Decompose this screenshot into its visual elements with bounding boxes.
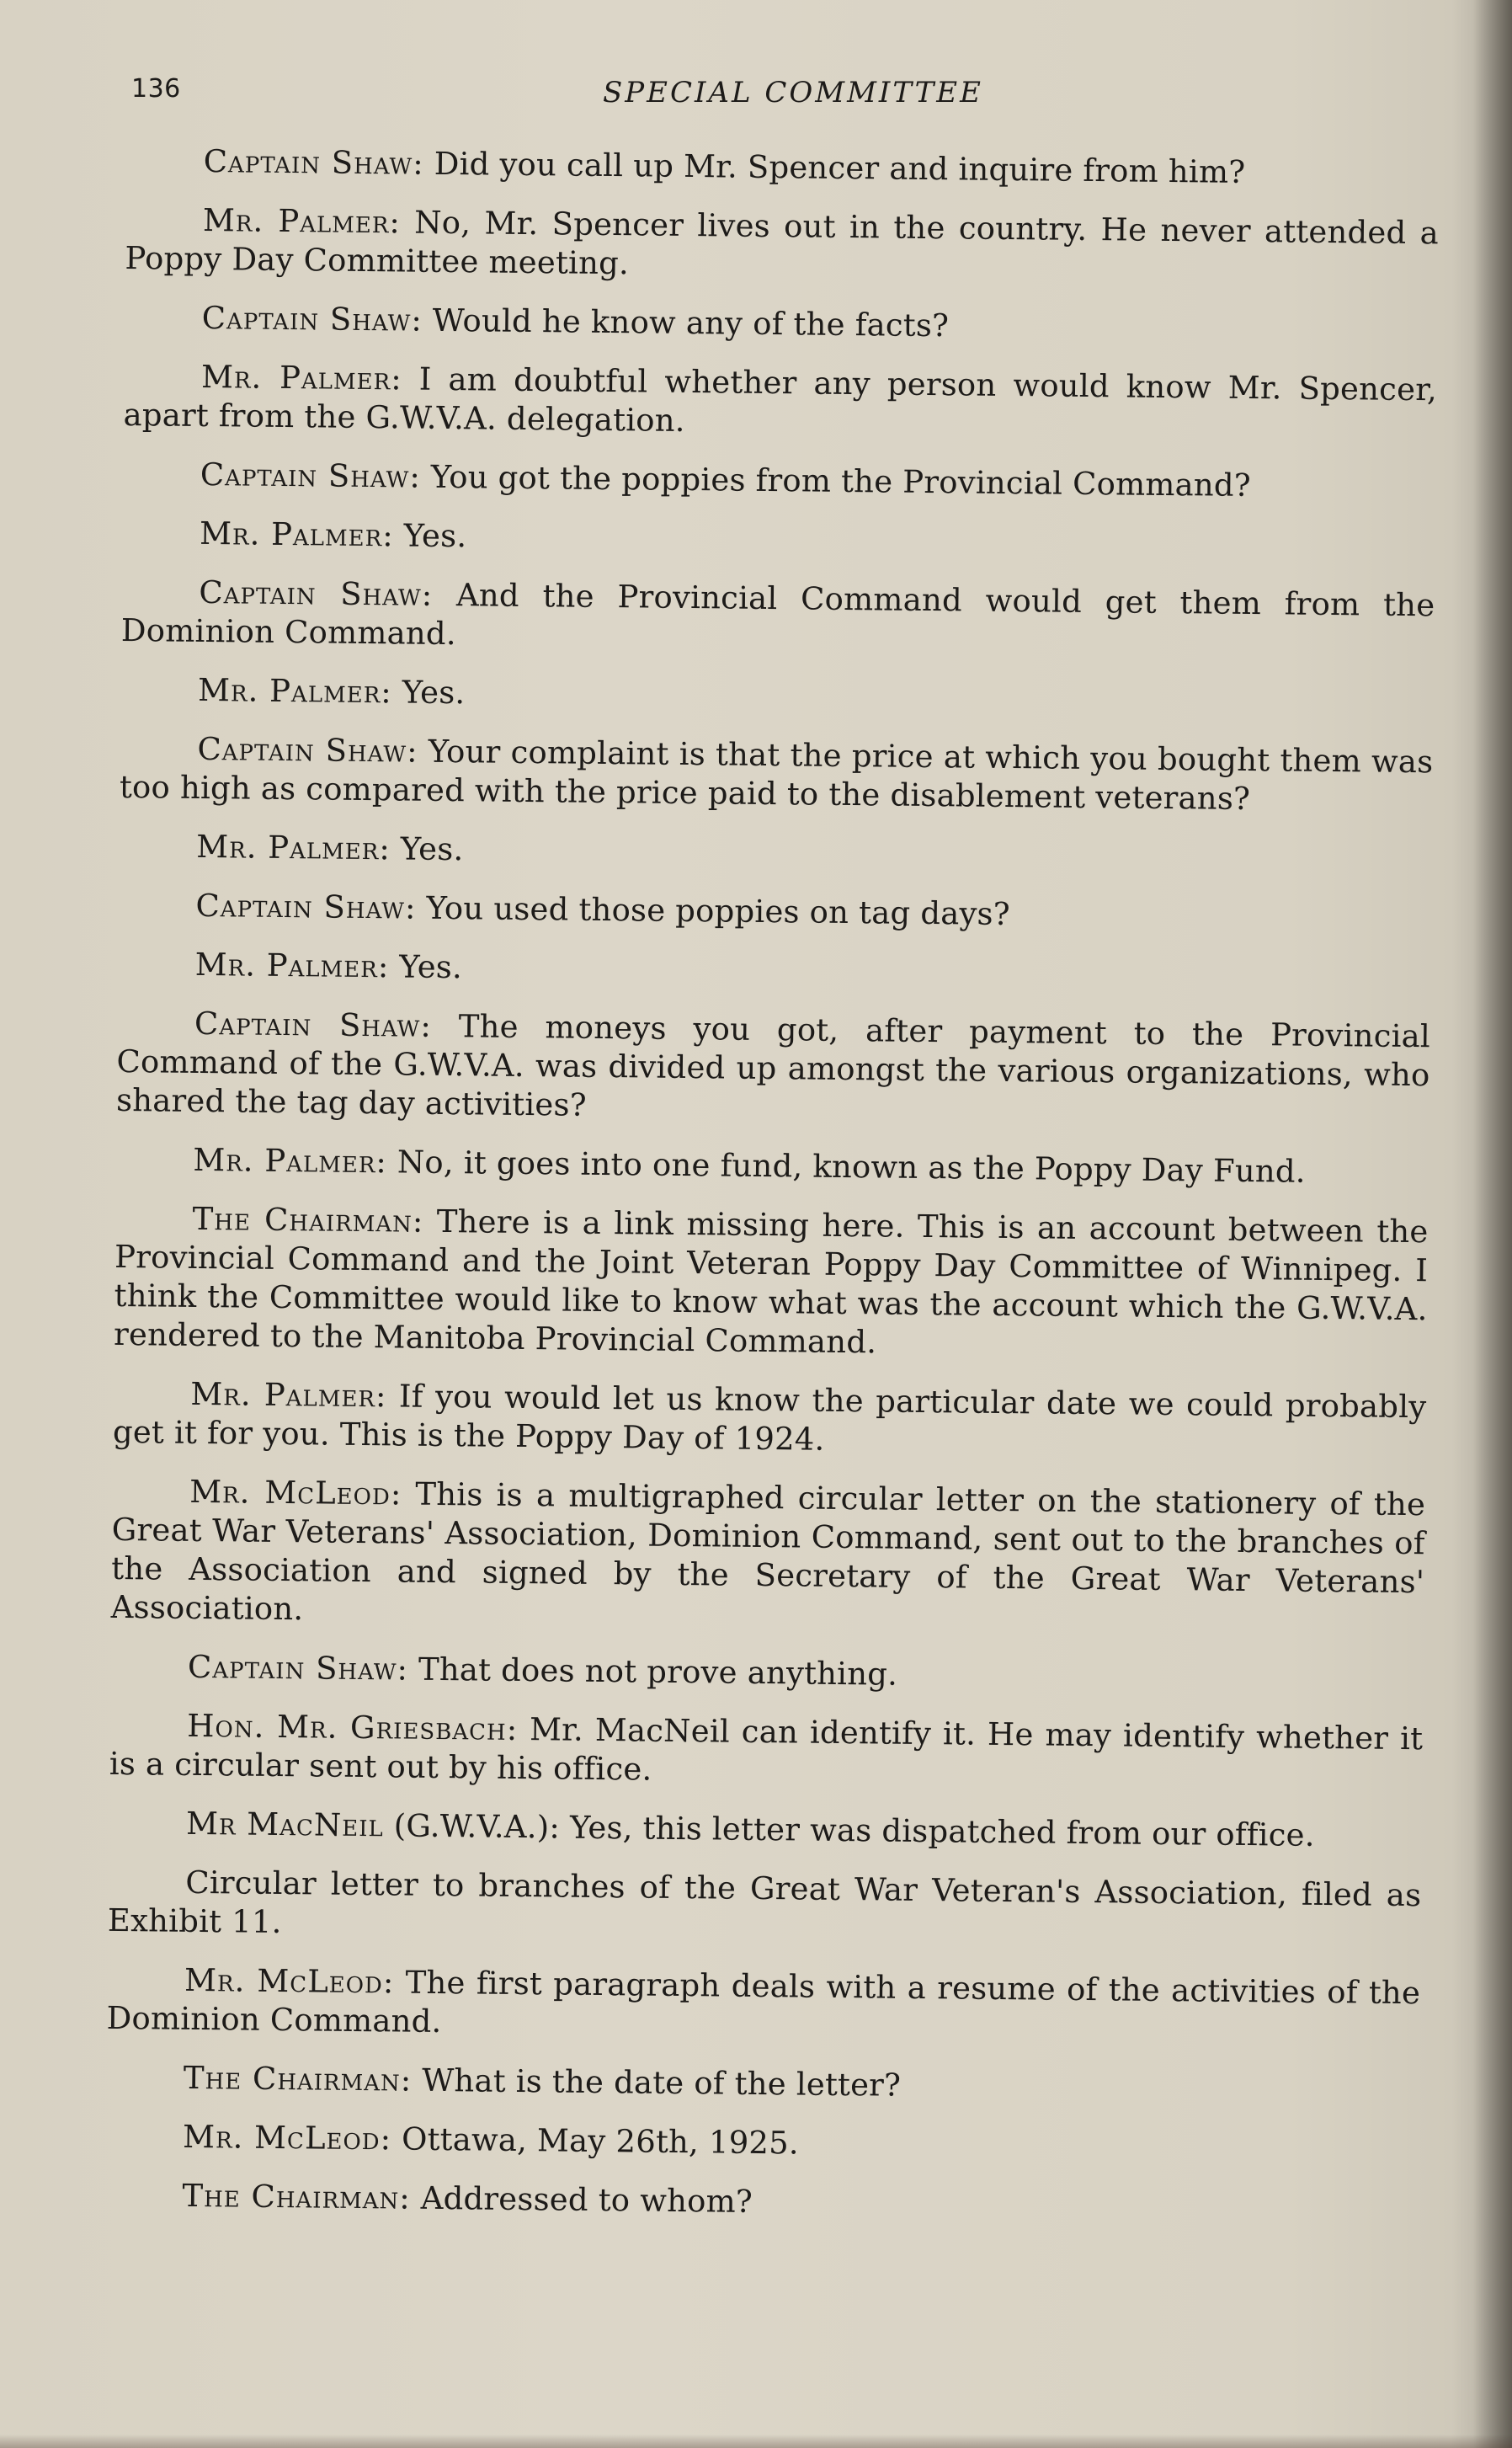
running-title: SPECIAL COMMITTEE: [603, 76, 983, 109]
speaker-name: Mr. McLeod:: [182, 2118, 392, 2157]
speech-text: What is the date of the letter?: [412, 2061, 902, 2104]
page-number: 136: [131, 74, 181, 104]
speaker-name: Mr. Palmer:: [202, 201, 402, 241]
transcript-paragraph: [123, 357, 1437, 448]
speech-text: Yes.: [389, 948, 463, 986]
speech-text: Yes.: [391, 674, 466, 712]
transcript-paragraph: [111, 1472, 1426, 1640]
speaker-name: The Chairman:: [182, 2177, 411, 2216]
speech-text: I am doubtful whether any person would know Mr. Spencer, apart from the G.W.V.A. delegation.: [123, 360, 1438, 439]
speech-text: Yes.: [393, 517, 467, 555]
speech-text: That does not prove anything.: [407, 1651, 898, 1693]
speech-text: Circular letter to branches of the Great War Veteran's Association, filed as Exhibit 11.: [107, 1864, 1422, 1941]
transcript-paragraph: [114, 1199, 1429, 1368]
speaker-name: Mr. Palmer:: [197, 671, 392, 711]
transcript-paragraph: [105, 2117, 1419, 2169]
transcript-paragraph: [119, 827, 1432, 879]
transcript-paragraph: [126, 141, 1440, 194]
transcript-body: [104, 141, 1440, 2277]
speaker-name: Mr. McLeod:: [184, 1961, 395, 2001]
speech-text: (G.W.V.A.): Yes, this letter was dispatched from our office.: [383, 1807, 1315, 1853]
transcript-paragraph: [109, 1706, 1424, 1797]
transcript-paragraph: [125, 200, 1439, 291]
page-header: [131, 74, 1445, 125]
speech-text: Mr. MacNeil can identify it. He may identify whether it is a circular sent out by his office.: [109, 1710, 1424, 1788]
transcript-paragraph: [116, 1004, 1430, 1133]
speech-text: This is a multigraphed circular letter on the stationery of the Great War Veterans' Association, Dominion Command, sent out to the branches of the Association and signed by the Secretary of the Great War Veterans' Association.: [110, 1475, 1426, 1628]
transcript-paragraph: [110, 1647, 1424, 1699]
transcript-paragraph: [123, 455, 1436, 507]
transcript-paragraph: [109, 1804, 1422, 1856]
speech-text: Ottawa, May 26th, 1925.: [391, 2120, 800, 2162]
speaker-name: Mr. Palmer:: [193, 1141, 388, 1181]
transcript-paragraph: [120, 729, 1434, 820]
speaker-name: Captain Shaw:: [203, 142, 424, 182]
exhibit-note: [108, 1863, 1422, 1954]
transcript-paragraph: [106, 1960, 1420, 2051]
speech-text: Addressed to whom?: [410, 2179, 753, 2220]
speaker-name: The Chairman:: [183, 2059, 413, 2099]
speaker-name: Mr MacNeil: [185, 1805, 384, 1844]
speech-text: Did you call up Mr. Spencer and inquire from him?: [423, 145, 1246, 190]
speech-text: If you would let us know the particular date we could probably get it for you. This is the Poppy Day of 1924.: [112, 1378, 1427, 1458]
speech-text: No, it goes into one fund, known as the Poppy Day Fund.: [386, 1144, 1306, 1190]
speech-text: Yes.: [390, 830, 464, 868]
transcript-paragraph: [106, 2058, 1419, 2110]
transcript-paragraph: [118, 886, 1431, 938]
transcript-paragraph: [113, 1374, 1427, 1465]
transcript-paragraph: [122, 514, 1435, 566]
speech-text: No, Mr. Spencer lives out in the country. He never attended a Poppy Day Committee meeting.: [125, 204, 1440, 282]
speech-text: You used those poppies on tag days?: [416, 889, 1011, 933]
speaker-name: Captain Shaw:: [194, 1005, 433, 1044]
speaker-name: Mr. Palmer:: [196, 828, 391, 867]
speaker-name: Captain Shaw:: [199, 573, 434, 613]
speech-text: The moneys you got, after payment to the Provincial Command of the G.W.V.A. was divided up amongst the various organizations, who shared the tag day activities?: [115, 1007, 1431, 1123]
transcript-paragraph: [118, 945, 1431, 997]
transcript-paragraph: [115, 1140, 1429, 1192]
speaker-name: Mr. McLeod:: [189, 1473, 402, 1512]
speech-text: Would he know any of the facts?: [422, 301, 950, 344]
speech-text: You got the poppies from the Provincial Command?: [420, 458, 1252, 504]
speaker-name: Captain Shaw:: [200, 456, 422, 495]
speaker-name: Hon. Mr. Griesbach:: [187, 1707, 519, 1747]
speaker-name: The Chairman:: [192, 1200, 424, 1240]
speaker-name: Mr. Palmer:: [190, 1375, 387, 1415]
speaker-name: Captain Shaw:: [197, 730, 418, 770]
speech-text: There is a link missing here. This is an account between the Provincial Command and the Joint Veteran Poppy Day Committee of Winnipeg. I think the Committee would like to know what was the account which the G.W.V.A. rendered to the Manitoba Provincial Command.: [113, 1203, 1429, 1361]
book-spine-shadow: [1473, 0, 1512, 2448]
speaker-name: Mr. Palmer:: [200, 358, 402, 397]
speech-text: The first paragraph deals with a resume of the activities of the Dominion Command.: [106, 1964, 1421, 2040]
transcript-paragraph: [120, 670, 1434, 723]
speaker-name: Captain Shaw:: [187, 1648, 409, 1688]
speaker-name: Mr. Palmer:: [194, 946, 390, 985]
transcript-paragraph: [121, 573, 1435, 664]
transcript-paragraph: [125, 298, 1438, 350]
speaker-name: Captain Shaw:: [195, 887, 417, 926]
speaker-name: Captain Shaw:: [201, 299, 423, 339]
speaker-name: Mr. Palmer:: [199, 515, 394, 554]
speech-text: And the Provincial Command would get them from the Dominion Command.: [120, 576, 1435, 653]
speech-text: Your complaint is that the price at which you bought them was too high as compared with the price paid to the disablement veterans?: [119, 733, 1434, 818]
transcript-paragraph: [104, 2176, 1418, 2228]
page-bottom-edge: [0, 2435, 1512, 2448]
